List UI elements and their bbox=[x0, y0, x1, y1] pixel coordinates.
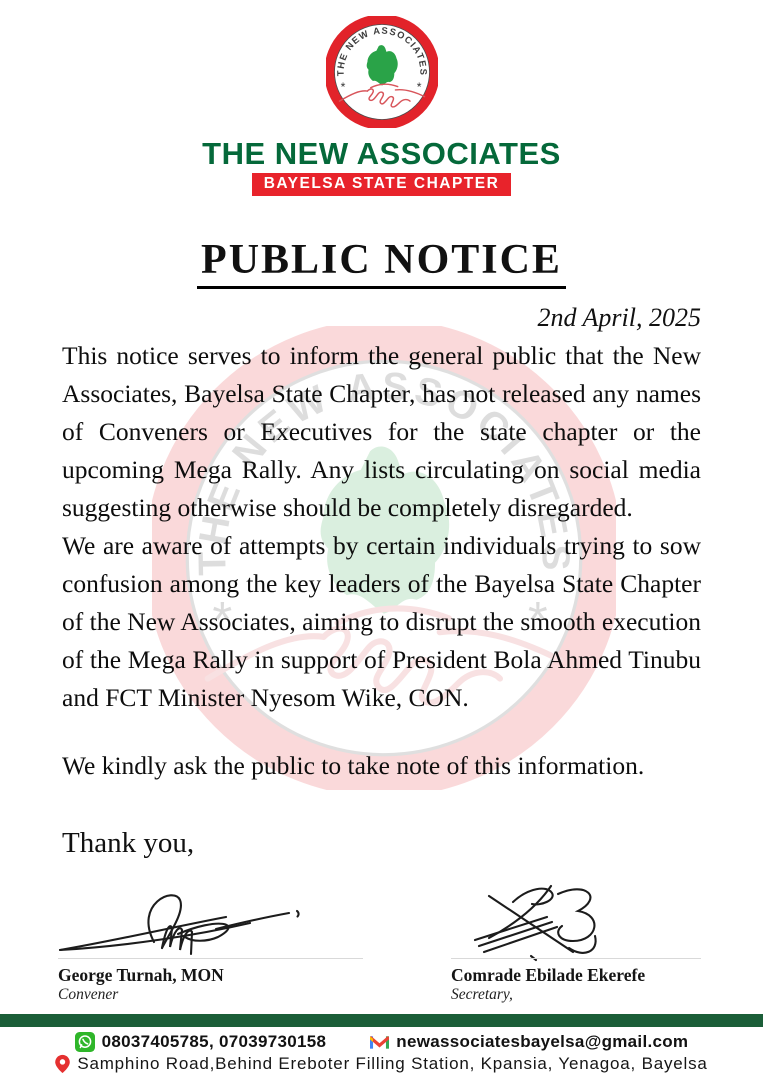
contact-footer bbox=[0, 1014, 763, 1080]
gmail-icon bbox=[370, 1035, 389, 1050]
letterhead bbox=[0, 0, 763, 196]
email-contact bbox=[370, 1032, 688, 1052]
signatory-name: Comrade Ebilade Ekerefe bbox=[451, 965, 646, 985]
notice-body bbox=[62, 337, 701, 785]
signature-rule bbox=[451, 958, 701, 959]
signature-rule bbox=[58, 958, 363, 959]
paragraph-2: We are aware of attempts by certain individuals trying to sow confusion among the key leaders of the Bayelsa State Chapter of the New Associates, aiming to disrupt the smooth execution of the Mega Rally in support of President Bola Ahmed Tinubu and FCT Minister Nyesom Wike, CON. bbox=[62, 531, 701, 712]
address-text: Samphino Road,Behind Ereboter Filling Station, Kpansia, Yenagoa, Bayelsa bbox=[77, 1054, 708, 1073]
signatory-left bbox=[58, 884, 363, 1004]
phone-numbers: 08037405785, 07039730158 bbox=[101, 1032, 327, 1051]
paragraph-1: This notice serves to inform the general public that the New Associates, Bayelsa State Chapter, has not released any names of Conveners or Executives for the state chapter or the upcoming Mega Rally. Any lists circulating on social media suggesting otherwise should be completely disregarded. bbox=[62, 341, 701, 522]
secretary-signature-icon bbox=[451, 880, 661, 964]
chapter-banner: BAYELSA STATE CHAPTER bbox=[252, 173, 512, 196]
whatsapp-icon bbox=[75, 1032, 95, 1052]
notice-date: 2nd April, 2025 bbox=[537, 303, 701, 332]
org-logo-icon bbox=[326, 16, 438, 128]
location-pin-icon bbox=[55, 1054, 70, 1074]
signature-section bbox=[58, 880, 701, 1004]
convener-signature-icon bbox=[58, 884, 308, 964]
signatory-title: Secretary, bbox=[451, 986, 513, 1003]
address-contact bbox=[0, 1054, 763, 1074]
email-address: newassociatesbayelsa@gmail.com bbox=[396, 1032, 689, 1051]
org-name: THE NEW ASSOCIATES bbox=[202, 136, 561, 171]
phone-contact bbox=[75, 1032, 327, 1052]
signatory-name: George Turnah, MON bbox=[58, 965, 224, 985]
footer-divider-bar bbox=[0, 1014, 763, 1027]
page-title: PUBLIC NOTICE bbox=[197, 236, 566, 289]
signatory-title: Convener bbox=[58, 986, 119, 1003]
notice-title-row bbox=[0, 236, 763, 289]
signatory-right bbox=[451, 880, 701, 1004]
closing-note: We kindly ask the public to take note of this information. bbox=[62, 751, 645, 780]
thank-you-text: Thank you, bbox=[62, 827, 195, 859]
